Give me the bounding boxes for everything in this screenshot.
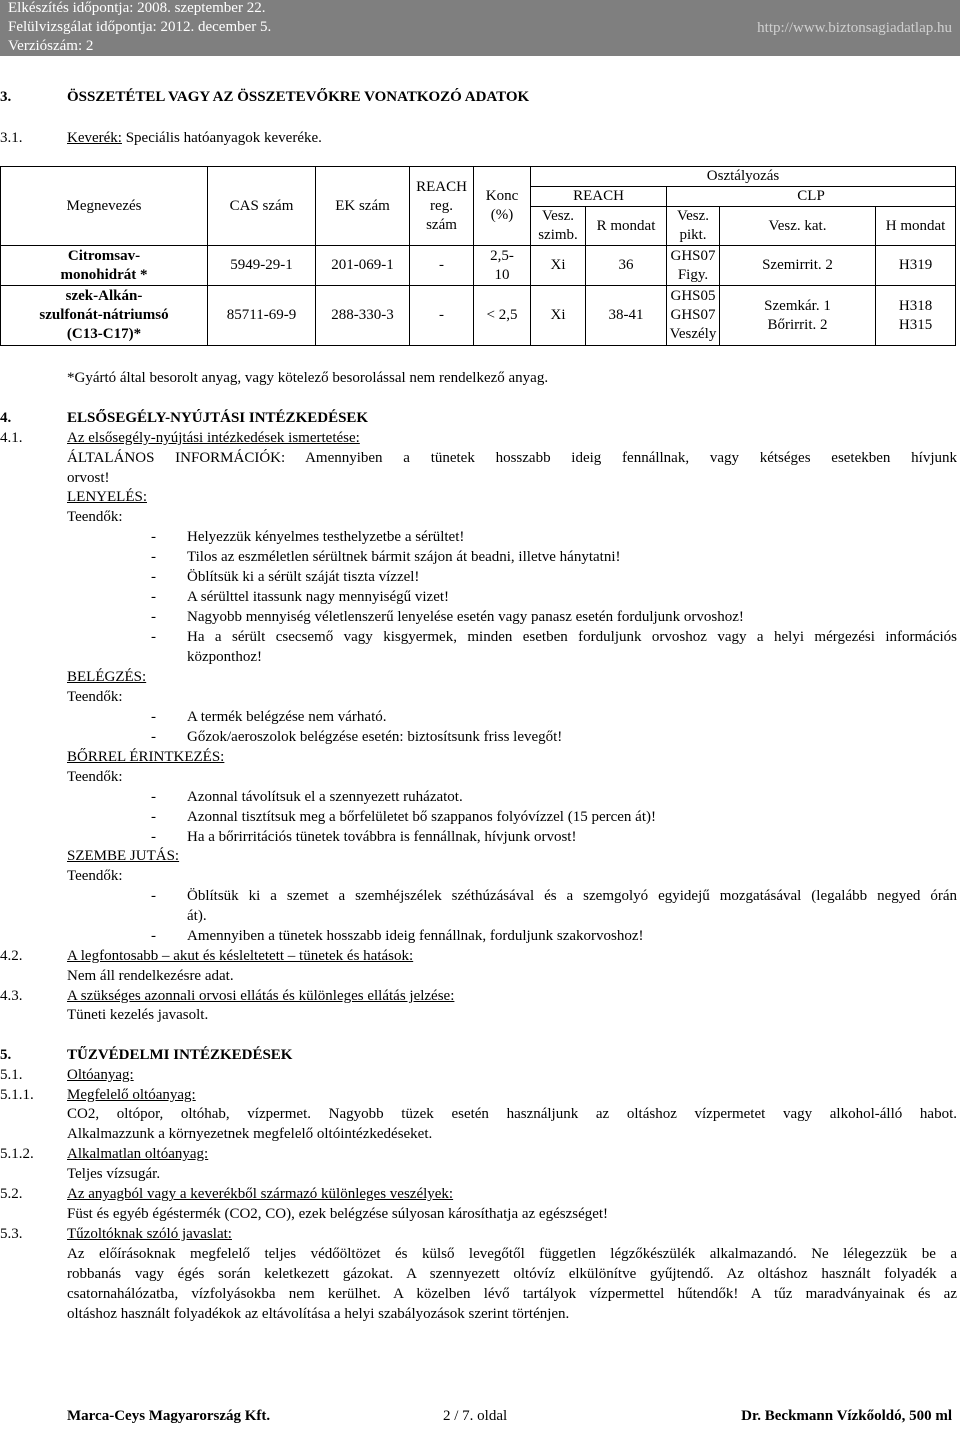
section4-2-number: 4.2. <box>0 948 23 964</box>
general-info-line2: orvost! <box>67 470 110 486</box>
header-ek: EK szám <box>316 167 410 246</box>
ingestion-teendok: Teendők: <box>67 509 123 525</box>
ingestion-title: LENYELÉS: <box>67 489 147 505</box>
eye-title: SZEMBE JUTÁS: <box>67 848 180 864</box>
section4-3-title: A szükséges azonnali orvosi ellátás és különleges ellátás jelzése: <box>67 988 455 1004</box>
header-vesz-pikt: Vesz. pikt. <box>667 207 720 246</box>
paragraph-line: robbanás vagy égés során keletkezett gázokat. A szennyezett oltóvíz elkülönítve gyűjtendő. Az oltáshoz használt folyadék a <box>67 1266 957 1282</box>
section4-number: 4. <box>0 410 12 426</box>
document-header <box>0 0 960 56</box>
list-dash: - <box>151 609 156 625</box>
section5-1-1-text-line1: CO2, oltópor, oltóhab, vízpermet. Nagyobb tüzek esetén használjunk az oltáshoz vízpermetet vagy alkohol-álló habot. <box>67 1106 957 1122</box>
section3-number: 3. <box>0 89 12 105</box>
list-dash: - <box>151 549 156 565</box>
section5-3-number: 5.3. <box>0 1226 23 1242</box>
section4-1-title: Az elsősegély-nyújtási intézkedések ismertetése: <box>67 430 360 446</box>
section4-3-number: 4.3. <box>0 988 23 1004</box>
section4-1-number: 4.1. <box>0 430 23 446</box>
header-classification: Osztályozás <box>531 167 956 187</box>
mixture-label: Keverék: <box>67 130 122 146</box>
created-date: Elkészítés időpontja: 2008. szeptember 22. <box>8 0 266 16</box>
skin-title: BŐRREL ÉRINTKEZÉS: <box>67 749 225 765</box>
composition-table <box>0 166 956 346</box>
header-clp: CLP <box>667 187 956 207</box>
list-dash: - <box>151 789 156 805</box>
table-row: szek-Alkán- szulfonát-nátriumsó (C13-C17)* 85711-69-9 288-330-3 - < 2,5 Xi 38-41 GHS05 GHS07 Veszély Szemkár. 1 Bőrirrit. 2 H318 H315 <box>1 286 956 346</box>
list-item: Azonnal tisztítsuk meg a bőrfelületet bő szappanos folyóvízzel (15 percen át)! <box>187 809 656 825</box>
inhalation-title: BELÉGZÉS: <box>67 669 147 685</box>
list-item: A sérülttel itassunk nagy mennyiségű vizet! <box>187 589 450 605</box>
list-dash: - <box>151 928 156 944</box>
table-row: Citromsav- monohidrát * 5949-29-1 201-069-1 - 2,5- 10 Xi 36 GHS07 Figy. Szemirrit. 2 H319 <box>1 246 956 286</box>
skin-teendok: Teendők: <box>67 769 123 785</box>
list-item-continuation: át). <box>187 908 207 924</box>
header-r-mondat: R mondat <box>586 207 667 246</box>
header-name: Megnevezés <box>1 167 208 246</box>
paragraph-line: csatornahálózatba, vízfolyásokba nem kerülhet. A közelben lévő tartályok vízpermettel hűtendők! A tűz maradványainak és az <box>67 1286 957 1302</box>
footer-page-number: 2 / 7. oldal <box>443 1408 508 1424</box>
list-item-continuation: központhoz! <box>187 649 262 665</box>
list-item: Tilos az eszméletlen sérültnek bármit szájon át beadni, illetve hánytatni! <box>187 549 621 565</box>
list-item: Helyezzük kényelmes testhelyzetbe a sérültet! <box>187 529 465 545</box>
section5-title: TŰZVÉDELMI INTÉZKEDÉSEK <box>67 1047 293 1063</box>
section5-2-number: 5.2. <box>0 1186 23 1202</box>
list-item: Gőzok/aeroszolok belégzése esetén: biztosítsunk friss levegőt! <box>187 729 563 745</box>
list-dash: - <box>151 709 156 725</box>
section5-3-title: Tűzoltóknak szóló javaslat: <box>67 1226 232 1242</box>
section4-2-title: A legfontosabb – akut és késleltetett – tünetek és hatások: <box>67 948 414 964</box>
section3-1-text <box>67 130 322 147</box>
list-dash: - <box>151 589 156 605</box>
list-item: Ha a sérült csecsemő vagy kisgyermek, minden esetben forduljunk orvoshoz vagy a helyi mérgezési információs <box>187 629 957 645</box>
section5-1-number: 5.1. <box>0 1067 23 1083</box>
list-item: Öblítsük ki a sérült száját tiszta vízzel! <box>187 569 420 585</box>
paragraph-line: Az előírásoknak megfelelő teljes védőöltözet és külső levegőtől független légzőkészülék alkalmazandó. Ne lélegezzük be a <box>67 1246 957 1262</box>
section5-1-1-text-line2: Alkalmazzunk a környezetnek megfelelő oltóintézkedéseket. <box>67 1126 433 1142</box>
mixture-description: Speciális hatóanyagok keveréke. <box>121 130 322 146</box>
section3-title: ÖSSZETÉTEL VAGY AZ ÖSSZETEVŐKRE VONATKOZÓ ADATOK <box>67 89 530 105</box>
version-number: Verziószám: 2 <box>8 38 94 54</box>
list-item: Nagyobb mennyiség véletlenszerű lenyelése esetén vagy panasz esetén forduljunk orvoshoz! <box>187 609 744 625</box>
header-h-mondat: H mondat <box>876 207 956 246</box>
section4-2-text: Nem áll rendelkezésre adat. <box>67 968 234 984</box>
list-dash: - <box>151 829 156 845</box>
section5-1-2-title: Alkalmatlan oltóanyag: <box>67 1146 209 1162</box>
section5-1-title: Oltóanyag: <box>67 1067 134 1083</box>
list-item: Ha a bőrirritációs tünetek továbbra is fennállnak, hívjunk orvost! <box>187 829 577 845</box>
list-dash: - <box>151 529 156 545</box>
list-dash: - <box>151 629 156 645</box>
paragraph-line: oltáshoz használt folyadékok az eltávolítása a helyi szabályozások szerint történjen. <box>67 1306 570 1322</box>
header-vesz-szimb: Vesz. szimb. <box>531 207 586 246</box>
header-vesz-kat: Vesz. kat. <box>720 207 876 246</box>
section3-1-number: 3.1. <box>0 130 23 146</box>
header-reach-reg: REACH reg. szám <box>410 167 474 246</box>
footer-product: Dr. Beckmann Vízkőoldó, 500 ml <box>741 1408 952 1424</box>
eye-teendok: Teendők: <box>67 868 123 884</box>
general-info-line1: ÁLTALÁNOS INFORMÁCIÓK: Amennyiben a tünetek hosszabb ideig fennállnak, vagy kétséges esetekben hívjunk <box>67 450 957 466</box>
section5-1-1-title: Megfelelő oltóanyag: <box>67 1087 196 1103</box>
list-item: Azonnal távolítsuk el a szennyezett ruházatot. <box>187 789 463 805</box>
list-item: A termék belégzése nem várható. <box>187 709 387 725</box>
list-dash: - <box>151 809 156 825</box>
section4-title: ELSŐSEGÉLY-NYÚJTÁSI INTÉZKEDÉSEK <box>67 410 369 426</box>
list-dash: - <box>151 729 156 745</box>
section5-2-title: Az anyagból vagy a keverékből származó különleges veszélyek: <box>67 1186 454 1202</box>
list-dash: - <box>151 888 156 904</box>
header-konc: Konc (%) <box>474 167 531 246</box>
section4-3-text: Tüneti kezelés javasolt. <box>67 1007 209 1023</box>
list-item: Öblítsük ki a szemet a szemhéjszélek széthúzásával és a szemgolyó egyidejű mozgatásával (legalább negyed órán <box>187 888 957 904</box>
revision-date: Felülvizsgálat időpontja: 2012. december 5. <box>8 19 272 35</box>
section5-1-2-number: 5.1.2. <box>0 1146 34 1162</box>
list-item: Amennyiben a tünetek hosszabb ideig fennállnak, forduljunk szakorvoshoz! <box>187 928 644 944</box>
source-url[interactable]: http://www.biztonsagiadatlap.hu <box>757 20 952 36</box>
list-dash: - <box>151 569 156 585</box>
header-reach: REACH <box>531 187 667 207</box>
footer-company: Marca-Ceys Magyarország Kft. <box>67 1408 271 1424</box>
section5-1-2-text: Teljes vízsugár. <box>67 1166 161 1182</box>
header-cas: CAS szám <box>208 167 316 246</box>
inhalation-teendok: Teendők: <box>67 689 123 705</box>
section5-1-1-number: 5.1.1. <box>0 1087 34 1103</box>
table-footnote: *Gyártó által besorolt anyag, vagy kötelező besorolással nem rendelkező anyag. <box>67 370 549 386</box>
section5-number: 5. <box>0 1047 12 1063</box>
section5-2-text: Füst és egyéb égéstermék (CO2, CO), ezek belégzése súlyosan károsíthatja az egészséget! <box>67 1206 609 1222</box>
